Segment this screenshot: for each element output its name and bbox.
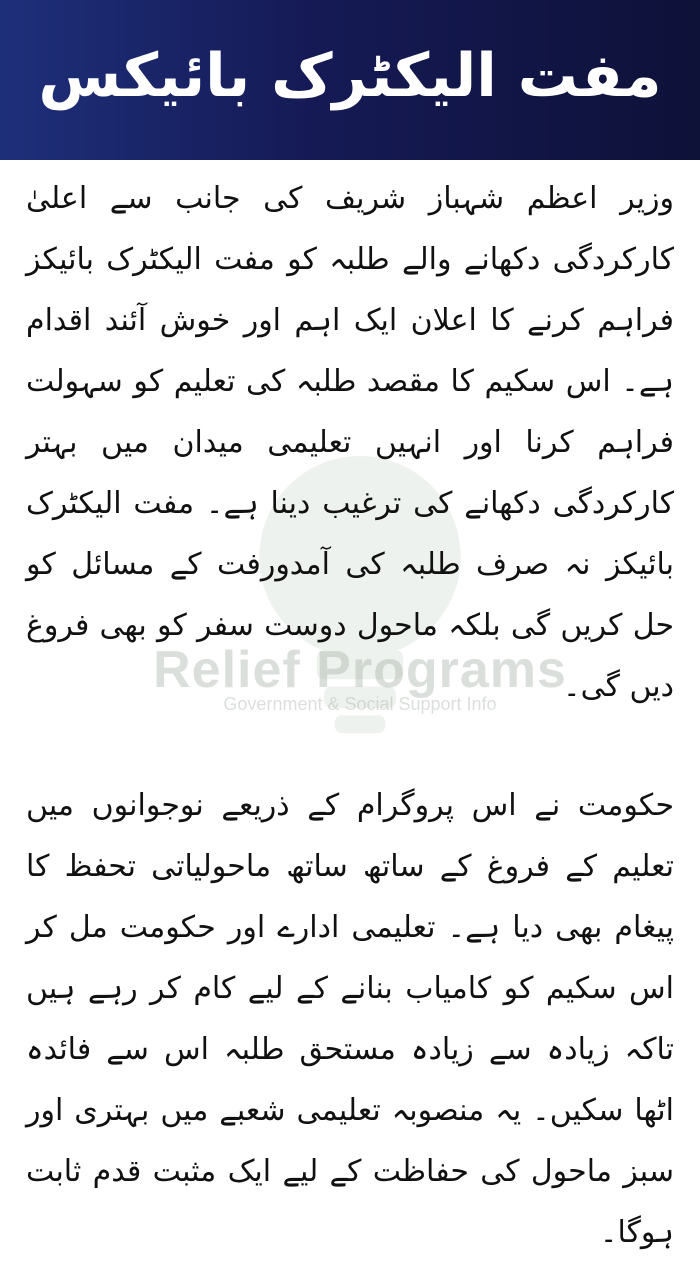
- article-paragraph-2: حکومت نے اس پروگرام کے ذریعے نوجوانوں میں تعلیم کے فروغ کے ساتھ ساتھ ماحولیاتی تحفظ کا پیغام بھی دیا ہے۔ تعلیمی ادارے اور حکومت مل کر اس سکیم کو کامیاب بنانے کے لیے کام کر رہے ہیں تاکہ زیادہ سے زیادہ مستحق طلبہ اس سے فائدہ اٹھا سکیں۔ یہ منصوبہ تعلیمی شعبے میں بہتری اور سبز ماحول کی حفاظت کے لیے ایک مثبت قدم ثابت ہوگا۔: [26, 788, 674, 1250]
- watermark-tagline: Government & Social Support Info: [223, 694, 497, 714]
- page-title: مفت الیکٹرک بائیکس: [38, 41, 662, 111]
- watermark-brand: Relief Programs: [153, 641, 567, 699]
- article-paragraph-1: وزیر اعظم شہباز شریف کی جانب سے اعلیٰ کارکردگی دکھانے والے طلبہ کو مفت الیکٹرک بائیکز فراہم کرنے کا اعلان ایک اہم اور خوش آئند اقدام ہے۔ اس سکیم کا مقصد طلبہ کی تعلیم کو سہولت فراہم کرنا اور انہیں تعلیمی میدان میں بہتر کارکردگی دکھانے کی ترغیب دینا ہے۔ مفت الیکٹرک بائیکز نہ صرف طلبہ کی آمدورفت کے مسائل کو حل کریں گی بلکہ ماحول دوست سفر کو بھی فروغ دیں گی۔: [26, 181, 674, 704]
- title-banner: [0, 0, 700, 160]
- article-body: [26, 168, 674, 1263]
